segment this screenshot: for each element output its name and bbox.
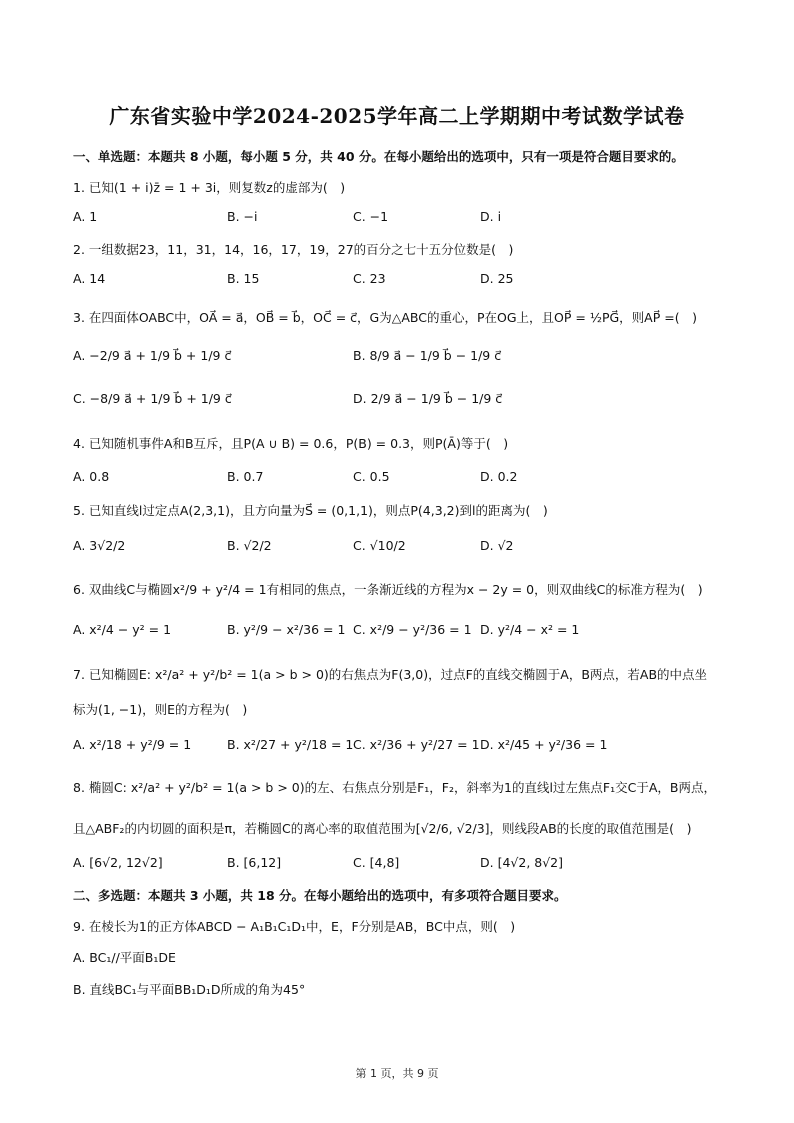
question-1-stem: 1. 已知(1 + i)z̄ = 1 + 3i，则复数z的虚部为( ) — [73, 180, 346, 195]
question-5-option-d: D. √2 — [480, 538, 514, 553]
question-5-option-a: A. 3√2/2 — [73, 538, 126, 553]
question-8-option-b: B. [6,12] — [227, 855, 282, 870]
question-8-stem-line-2: 且△ABF₂的内切圆的面积是π，若椭圆C的离心率的取值范围为[√2/6, √2/3]，则线段AB的长度的取值范围是( ) — [73, 821, 692, 836]
question-4-option-a: A. 0.8 — [73, 469, 110, 484]
question-2-stem: 2. 一组数据23，11，31，14，16，17，19，27的百分之七十五分位数是( ) — [73, 242, 514, 257]
question-9-stem: 9. 在棱长为1的正方体ABCD − A₁B₁C₁D₁中，E，F分别是AB，BC中点，则( ) — [73, 919, 516, 934]
question-5-option-c: C. √10/2 — [353, 538, 406, 553]
question-4-stem: 4. 已知随机事件A和B互斥，且P(A ∪ B) = 0.6，P(B) = 0.3，则P(Ā)等于( ) — [73, 436, 509, 451]
question-4-option-c: C. 0.5 — [353, 469, 390, 484]
question-3-option-a: A. −2/9 a⃗ + 1/9 b⃗ + 1/9 c⃗ — [73, 348, 232, 363]
question-9-option-a: A. BC₁//平面B₁DE — [73, 950, 176, 965]
question-5-option-b: B. √2/2 — [227, 538, 272, 553]
question-6-option-c: C. x²/9 − y²/36 = 1 — [353, 622, 472, 637]
question-6-option-b: B. y²/9 − x²/36 = 1 — [227, 622, 346, 637]
question-1-option-c: C. −1 — [353, 209, 389, 224]
question-7-option-a: A. x²/18 + y²/9 = 1 — [73, 737, 192, 752]
question-3-option-c: C. −8/9 a⃗ + 1/9 b⃗ + 1/9 c⃗ — [73, 391, 232, 406]
page-footer: 第 1 页，共 9 页 — [355, 1067, 439, 1080]
question-7-stem-line-1: 7. 已知椭圆E: x²/a² + y²/b² = 1(a > b > 0)的右焦点为F(3,0)，过点F的直线交椭圆于A，B两点，若AB的中点坐 — [73, 667, 708, 682]
question-1-option-a: A. 1 — [73, 209, 98, 224]
question-4-option-b: B. 0.7 — [227, 469, 264, 484]
question-6-stem: 6. 双曲线C与椭圆x²/9 + y²/4 = 1有相同的焦点，一条渐近线的方程为x − 2y = 0，则双曲线C的标准方程为( ) — [73, 582, 703, 597]
question-1-option-b: B. −i — [227, 209, 258, 224]
question-6-option-d: D. y²/4 − x² = 1 — [480, 622, 580, 637]
question-3-stem: 3. 在四面体OABC中，OA⃗ = a⃗，OB⃗ = b⃗，OC⃗ = c⃗，G为△ABC的重心，P在OG上，且OP⃗ = ½PG⃗，则AP⃗ =( ) — [73, 310, 697, 325]
question-7-option-c: C. x²/36 + y²/27 = 1 — [353, 737, 480, 752]
question-1-option-d: D. i — [480, 209, 502, 224]
question-2-option-c: C. 23 — [353, 271, 386, 286]
question-4-option-d: D. 0.2 — [480, 469, 518, 484]
question-3-option-d: D. 2/9 a⃗ − 1/9 b⃗ − 1/9 c⃗ — [353, 391, 503, 406]
question-5-stem: 5. 已知直线l过定点A(2,3,1)，且方向量为S⃗ = (0,1,1)，则点P(4,3,2)到l的距离为( ) — [73, 503, 548, 518]
page-title: 广东省实验中学2024-2025学年高二上学期期中考试数学试卷 — [109, 104, 685, 128]
question-7-option-d: D. x²/45 + y²/36 = 1 — [480, 737, 608, 752]
question-6-option-a: A. x²/4 − y² = 1 — [73, 622, 172, 637]
section-heading-single-choice: 一、单选题：本题共 8 小题，每小题 5 分，共 40 分。在每小题给出的选项中，只有一项是符合题目要求的。 — [73, 149, 684, 164]
question-7-option-b: B. x²/27 + y²/18 = 1 — [227, 737, 354, 752]
question-8-option-c: C. [4,8] — [353, 855, 400, 870]
question-8-option-d: D. [4√2, 8√2] — [480, 855, 564, 870]
question-2-option-a: A. 14 — [73, 271, 106, 286]
question-3-option-b: B. 8/9 a⃗ − 1/9 b⃗ − 1/9 c⃗ — [353, 348, 502, 363]
question-7-stem-line-2: 标为(1, −1)，则E的方程为( ) — [73, 702, 248, 717]
question-2-option-d: D. 25 — [480, 271, 514, 286]
question-9-option-b: B. 直线BC₁与平面BB₁D₁D所成的角为45° — [73, 982, 306, 997]
question-8-option-a: A. [6√2, 12√2] — [73, 855, 163, 870]
question-2-option-b: B. 15 — [227, 271, 260, 286]
section-heading-multiple-choice: 二、多选题：本题共 3 小题，共 18 分。在每小题给出的选项中，有多项符合题目要求。 — [73, 888, 567, 903]
question-8-stem-line-1: 8. 椭圆C: x²/a² + y²/b² = 1(a > b > 0)的左、右焦点分别是F₁，F₂，斜率为1的直线l过左焦点F₁交C于A，B两点， — [73, 780, 716, 795]
